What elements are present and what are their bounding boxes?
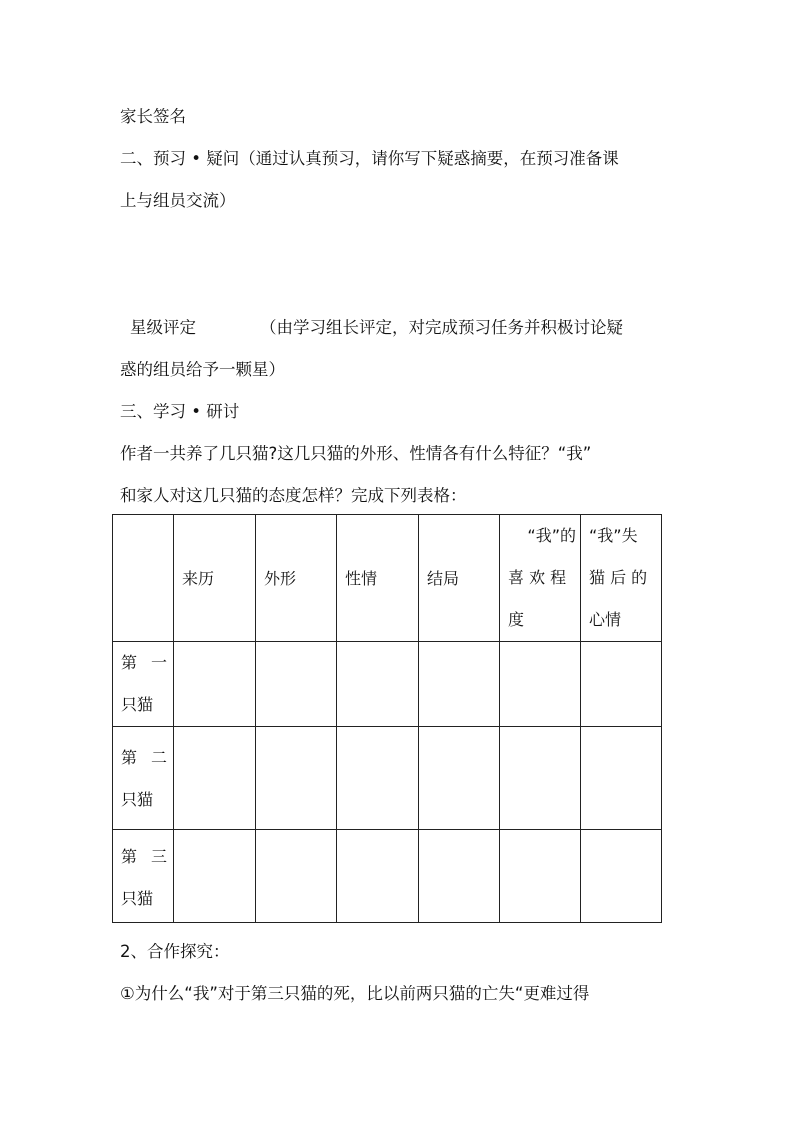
table-row <box>113 642 662 727</box>
rating-note: （由学习组长评定，对完成预习任务并积极讨论疑 <box>260 318 623 337</box>
header-fondness-line-1: “我”的 <box>527 526 576 545</box>
cell-second-fondness[interactable] <box>500 727 581 830</box>
cat-comparison-table <box>112 514 662 923</box>
cell-second-origin[interactable] <box>174 727 256 830</box>
header-feeling-line-1: “我”失 <box>589 526 638 545</box>
header-feeling-after <box>581 515 662 642</box>
table-row <box>113 830 662 923</box>
cell-first-fondness[interactable] <box>500 642 581 727</box>
header-fondness-line-2: 喜 欢 程 <box>508 568 567 587</box>
cell-first-appearance[interactable] <box>256 642 337 727</box>
cell-third-feeling[interactable] <box>581 830 662 923</box>
cell-first-origin[interactable] <box>174 642 256 727</box>
rating-label: 星级评定 <box>130 318 196 337</box>
header-feeling-line-3: 心情 <box>589 610 622 629</box>
corner-cell <box>113 515 174 642</box>
cooperative-inquiry-heading: 2、合作探究： <box>120 942 230 961</box>
cell-third-fondness[interactable] <box>500 830 581 923</box>
cell-first-ending[interactable] <box>419 642 500 727</box>
header-ending: 结局 <box>419 515 500 642</box>
header-appearance: 外形 <box>256 515 337 642</box>
header-origin: 来历 <box>174 515 256 642</box>
header-fondness-line-3: 度 <box>508 610 525 629</box>
cell-second-temperament[interactable] <box>337 727 419 830</box>
question-line-2: 和家人对这几只猫的态度怎样？完成下列表格： <box>120 486 467 505</box>
row-label-second-cat: 第 二 只猫 <box>113 727 174 830</box>
row-label-third-cat: 第 三 只猫 <box>113 830 174 923</box>
table-header-row <box>113 515 662 642</box>
cell-third-temperament[interactable] <box>337 830 419 923</box>
rating-continuation: 惑的组员给予一颗星） <box>120 360 285 379</box>
cell-second-feeling[interactable] <box>581 727 662 830</box>
header-temperament: 性情 <box>337 515 419 642</box>
table-row <box>113 727 662 830</box>
section-2-title: 二、预习 • 疑问（通过认真预习，请你写下疑惑摘要，在预习准备课 <box>120 149 619 168</box>
question-1: ①为什么“我”对于第三只猫的死，比以前两只猫的亡失“更难过得 <box>120 984 590 1003</box>
section-3-title: 三、学习 • 研讨 <box>120 402 240 421</box>
header-fondness <box>500 515 581 642</box>
cell-third-origin[interactable] <box>174 830 256 923</box>
cell-first-feeling[interactable] <box>581 642 662 727</box>
question-line-1: 作者一共养了几只猫?这几只猫的外形、性情各有什么特征？“我” <box>120 444 592 463</box>
cell-third-ending[interactable] <box>419 830 500 923</box>
parent-signature-label: 家长签名 <box>120 107 186 126</box>
cell-first-temperament[interactable] <box>337 642 419 727</box>
header-feeling-line-2: 猫 后 的 <box>589 568 648 587</box>
row-label-first-cat: 第 一 只猫 <box>113 642 174 727</box>
cell-second-appearance[interactable] <box>256 727 337 830</box>
cell-second-ending[interactable] <box>419 727 500 830</box>
section-2-continuation: 上与组员交流） <box>120 191 236 210</box>
cell-third-appearance[interactable] <box>256 830 337 923</box>
